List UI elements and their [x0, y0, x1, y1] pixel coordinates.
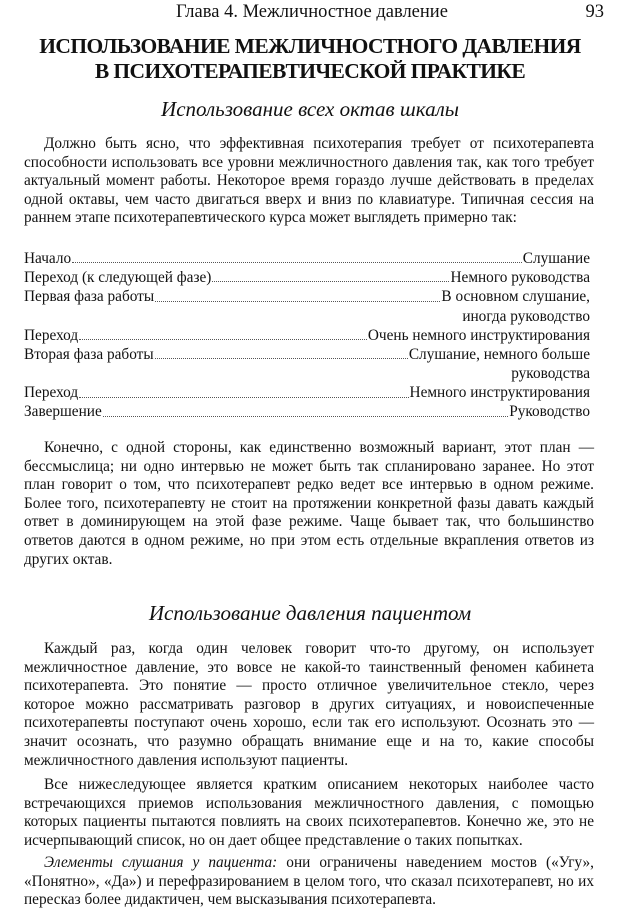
running-head: Глава 4. Межличностное давление: [176, 2, 448, 22]
dot-leader: [155, 358, 408, 359]
schedule-action: Слушание: [522, 249, 590, 267]
schedule-action-continuation: руководства: [511, 365, 590, 383]
schedule-action: Руководство: [509, 403, 590, 421]
schedule-action: В основном слушание,: [441, 288, 590, 306]
paragraph-patient-techniques: Все нижеследующее является кратким описанием некоторых наиболее часто встречающихся приемов использования межличностного давления, с помощью которых пациенты пытаются повлиять на своих психотерапевтов. Конечно же, это не исчерпывающий список, но он дает общее представление о таких попытках.: [24, 776, 594, 849]
listening-elements-text: они ограничены наведением мостов («Угу», «Понятно», «Да») и перефразированием в целом того, что сказал психотерапевт, но их пересказ более дидактичен, чем высказывания психотерапевта.: [24, 854, 594, 909]
schedule-row: [24, 287, 590, 306]
dot-leader: [103, 416, 508, 417]
schedule-row: [24, 326, 590, 345]
dot-leader: [155, 301, 440, 302]
section-title-line-2: В ПСИХОТЕРАПЕВТИЧЕСКОЙ ПРАКТИКЕ: [94, 59, 526, 83]
schedule-row: [24, 345, 590, 364]
section-title-line-1: ИСПОЛЬЗОВАНИЕ МЕЖЛИЧНОСТНОГО ДАВЛЕНИЯ: [39, 34, 581, 58]
page-number: 93: [585, 2, 604, 22]
paragraph-intro: Должно быть ясно, что эффективная психотерапия требует от психотерапевта способности использовать все уровни межличностного давления так, как того требует актуальный момент работы. Некоторое время гораздо лучше действовать в пределах одной октавы, чем часто двигаться вверх и вниз по клавиатуре. Типичная сессия на раннем этапе психотерапевтического курса может выглядеть примерно так:: [24, 135, 594, 227]
schedule-stage: Переход: [24, 326, 79, 344]
subsection-title-patient-pressure: Использование давления пациентом: [148, 601, 472, 625]
schedule-action: Немного инструктирования: [409, 384, 590, 402]
schedule-row-continuation: [24, 364, 590, 383]
schedule-row: [24, 268, 590, 287]
schedule-row: [24, 403, 590, 422]
schedule-stage: Первая фаза работы: [24, 288, 155, 306]
subsection-title-octaves: Использование всех октав шкалы: [161, 97, 459, 121]
schedule-stage: Завершение: [24, 403, 102, 421]
dot-leader: [79, 339, 367, 340]
schedule-action: Немного руководства: [450, 269, 590, 287]
schedule-action: Очень немного инструктирования: [367, 326, 590, 344]
schedule-action: Слушание, немного больше: [408, 345, 590, 363]
schedule-row: [24, 249, 590, 268]
schedule-stage: Переход (к следующей фазе): [24, 269, 212, 287]
paragraph-listening-elements: [24, 854, 594, 910]
dot-leader: [72, 262, 522, 263]
schedule-row: [24, 383, 590, 402]
dot-leader: [79, 397, 408, 398]
schedule-stage: Начало: [24, 249, 72, 267]
session-schedule: [24, 249, 590, 422]
dot-leader: [212, 281, 449, 282]
paragraph-everyday-pressure: Каждый раз, когда один человек говорит что-то другому, он использует межличностное давление, это вовсе не какой-то таинственный феномен кабинета психотерапевта. Это понятие — просто отличное увеличительное стекло, через которое можно рассматривать разговор в других ситуациях, и новоиспеченные психотерапевты поступают очень хорошо, если так его используют. Осознать это — значит осознать, что разумно обращать внимание еще и на то, какие способы межличностного давления используют пациенты.: [24, 640, 594, 769]
schedule-stage: Переход: [24, 384, 79, 402]
schedule-row-continuation: [24, 307, 590, 326]
paragraph-plan-commentary: Конечно, с одной стороны, как единственно возможный вариант, этот план — бессмыслица; ни одно интервью не может быть так спланировано заранее. Но этот план говорит о том, что психотерапевт редко ведет все интервью в одном режиме. Более того, психотерапевту не стоит на протяжении конкретной фазы давать каждый ответ в доминирующем на этой фазе режиме. Чаще бывает так, что большинство ответов даются в одном режиме, но при этом есть отдельные вкрапления ответов из других октав.: [24, 439, 594, 568]
schedule-action-continuation: иногда руководство: [462, 307, 590, 325]
term-listening-elements: Элементы слушания у пациента:: [44, 854, 278, 871]
schedule-stage: Вторая фаза работы: [24, 345, 154, 363]
